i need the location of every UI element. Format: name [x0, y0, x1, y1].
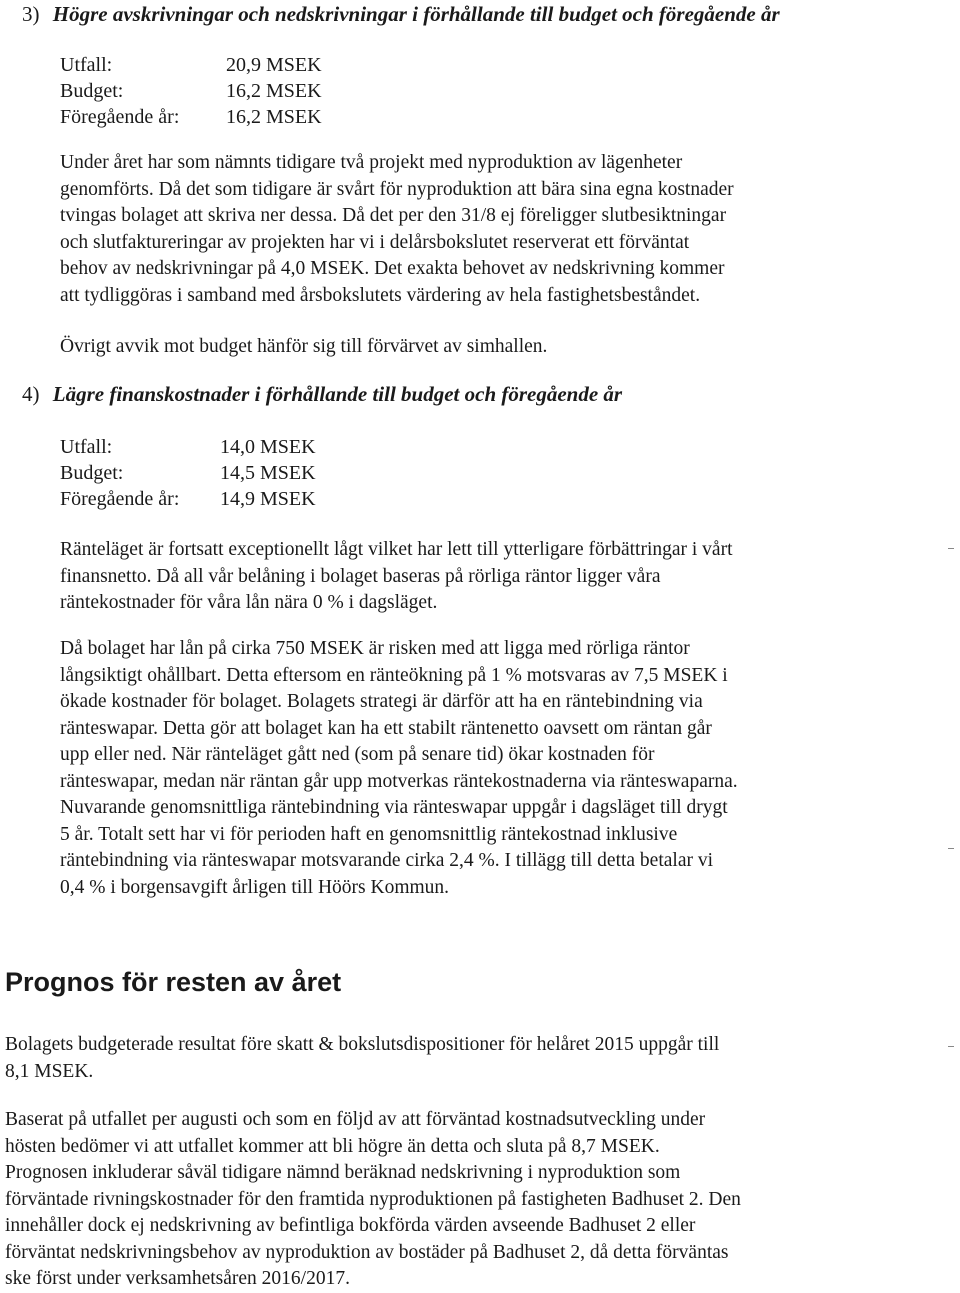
figure-label: Föregående år:: [60, 106, 180, 128]
prognos-paragraph-2: [5, 1107, 905, 1293]
prognos-heading: Prognos för resten av året: [5, 967, 342, 997]
scan-margin-mark: [948, 548, 954, 549]
section-4-paragraph-2: [60, 636, 900, 901]
section-4-paragraph-1: [60, 537, 900, 617]
figure-row: [60, 434, 316, 460]
figure-label: Utfall:: [60, 436, 113, 458]
text-line: innehåller dock ej nedskrivning av befintliga bokförda värden avseende Badhuset 2 eller: [5, 1215, 696, 1236]
figure-row: [60, 52, 322, 78]
text-line: Under året har som nämnts tidigare två projekt med nyproduktion av lägenheter: [60, 152, 683, 173]
prognos-paragraph-1: [5, 1032, 905, 1085]
section-4-heading: [22, 382, 622, 407]
section-3-figures: [60, 52, 322, 130]
text-line: upp eller ned. När ränteläget gått ned (som på senare tid) ökar kostnaden för: [60, 744, 655, 765]
section-4-title: Lägre finanskostnader i förhållande till budget och föregående år: [52, 382, 623, 406]
text-line: Då bolaget har lån på cirka 750 MSEK är risken med att ligga med rörliga räntor: [60, 638, 690, 659]
text-line: behov av nedskrivningar på 4,0 MSEK. Det exakta behovet av nedskrivning kommer: [60, 258, 725, 279]
text-line: genomförts. Då det som tidigare är svårt för nyproduktion att bära sina egna kostnader: [60, 178, 734, 200]
text-line: Bolagets budgeterade resultat före skatt & bokslutsdispositioner för helåret 2015 uppgår till: [5, 1034, 720, 1055]
text-line: 8,1 MSEK.: [5, 1060, 94, 1082]
figure-row: [60, 78, 322, 104]
section-3-heading: [22, 2, 780, 27]
section-3-paragraph-2: [60, 334, 900, 361]
text-line: att tydliggöras i samband med årsbokslutets värdering av hela fastighetsbeståndet.: [60, 284, 701, 306]
text-line: räntekostnader för våra lån nära 0 % i dagsläget.: [60, 592, 438, 613]
text-line: hösten bedömer vi att utfallet kommer att bli högre än detta och sluta på 8,7 MSEK.: [5, 1135, 660, 1157]
text-line: ske först under verksamhetsåren 2016/2017.: [5, 1268, 350, 1289]
text-line: Övrigt avvik mot budget hänför sig till förvärvet av simhallen.: [60, 336, 548, 357]
figure-label: Budget:: [60, 462, 124, 484]
text-line: ökade kostnader för bolaget. Bolagets strategi är därför att ha en räntebindning via: [60, 691, 703, 712]
text-line: förväntade rivningskostnader för den framtida nyproduktionen på fastigheten Badhuset 2. Den: [5, 1188, 741, 1210]
section-4-figures: [60, 434, 316, 512]
figure-row: [60, 486, 316, 512]
text-line: Nuvarande genomsnittliga räntebindning via ränteswapar uppgår i dagsläget till drygt: [60, 797, 728, 818]
text-line: Prognosen inkluderar såväl tidigare nämnd beräknad nedskrivning i nyproduktion som: [5, 1162, 681, 1183]
section-4-number: 4): [22, 382, 40, 406]
figure-label: Budget:: [60, 80, 124, 102]
scan-margin-mark: [948, 1046, 954, 1047]
text-line: 5 år. Totalt sett har vi för perioden haft en genomsnittlig räntekostnad inklusive: [60, 823, 678, 845]
section-3-number: 3): [22, 2, 40, 26]
text-line: långsiktigt ohållbart. Detta eftersom en ränteökning på 1 % motsvaras av 7,5 MSEK i: [60, 664, 728, 686]
text-line: förväntat nedskrivningsbehov av nyproduktion av bostäder på Badhuset 2, då detta förväntas: [5, 1241, 729, 1263]
figure-value: 14,0 MSEK: [220, 436, 316, 458]
text-line: ränteswapar, medan när räntan går upp motverkas räntekostnaderna via ränteswaparna.: [60, 770, 738, 792]
figure-label: Föregående år:: [60, 488, 180, 510]
figure-row: [60, 104, 322, 130]
text-line: och slutfaktureringar av projekten har vi i delårsbokslutet reserverat ett förväntat: [60, 231, 690, 253]
text-line: ränteswapar. Detta gör att bolaget kan ha ett stabilt räntenetto oavsett om räntan går: [60, 717, 712, 739]
figure-label: Utfall:: [60, 54, 113, 76]
text-line: tvingas bolaget att skriva ner dessa. Då det per den 31/8 ej föreligger slutbesiktningar: [60, 205, 727, 226]
section-3-title: Högre avskrivningar och nedskrivningar i förhållande till budget och föregående år: [52, 2, 780, 26]
text-line: Ränteläget är fortsatt exceptionellt lågt vilket har lett till ytterligare förbättringar i vårt: [60, 539, 733, 560]
text-line: finansnetto. Då all vår belåning i bolaget baseras på rörliga räntor ligger våra: [60, 565, 661, 587]
figure-value: 20,9 MSEK: [226, 54, 322, 76]
section-3-paragraph-1: [60, 150, 900, 309]
figure-value: 16,2 MSEK: [226, 106, 322, 128]
text-line: Baserat på utfallet per augusti och som en följd av att förväntad kostnadsutveckling under: [5, 1109, 706, 1130]
figure-value: 14,5 MSEK: [220, 462, 316, 484]
figure-value: 14,9 MSEK: [220, 488, 316, 510]
scan-margin-mark: [948, 848, 954, 849]
text-line: 0,4 % i borgensavgift årligen till Höörs Kommun.: [60, 876, 450, 898]
figure-row: [60, 460, 316, 486]
figure-value: 16,2 MSEK: [226, 80, 322, 102]
text-line: räntebindning via ränteswapar motsvarande cirka 2,4 %. I tillägg till detta betalar vi: [60, 850, 714, 871]
